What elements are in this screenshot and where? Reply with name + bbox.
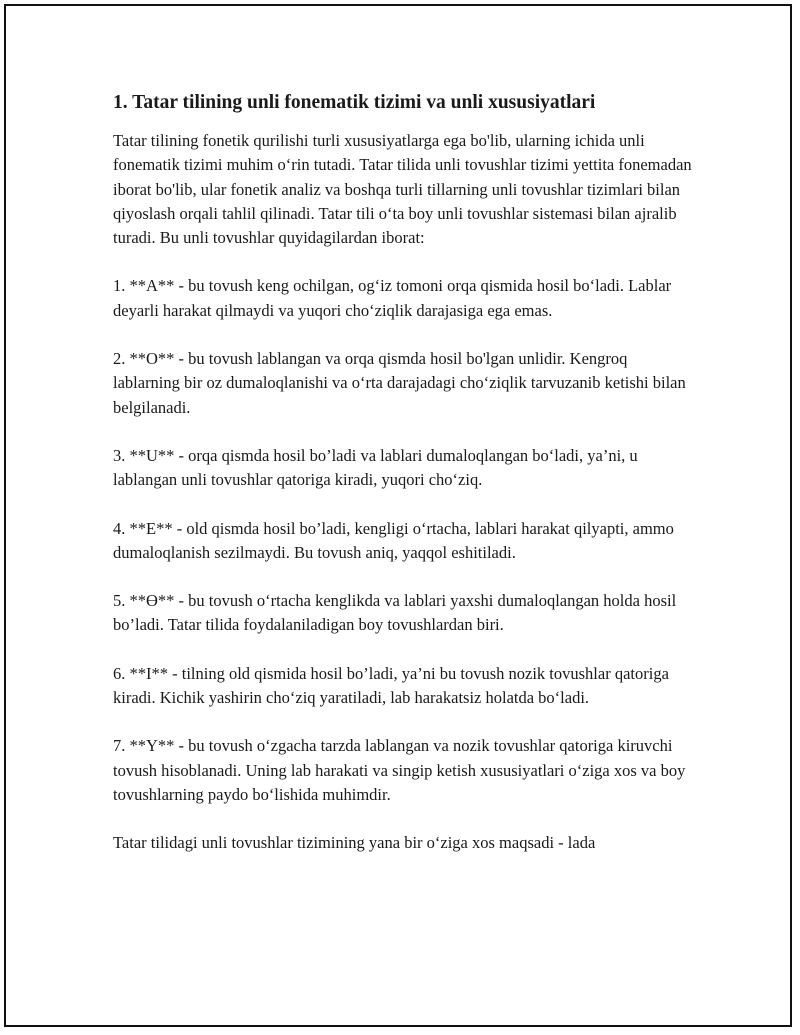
vowel-oe-paragraph: 5. **Ө** - bu tovush o‘rtacha kenglikda va lablari yaxshi dumaloqlangan holda hosil bo’ladi. Tatar tilida foydalaniladigan boy tovushlardan biri.	[113, 591, 677, 635]
vowel-o-paragraph: 2. **O** - bu tovush lablangan va orqa qismda hosil bo'lgan unlidir. Kengroq lablarning bir oz dumaloqlanishi va o‘rta darajadagi cho‘ziqlik tarvuzanib ketishi bilan belgilanadi.	[113, 349, 686, 417]
document-title: 1. Tatar tilining unli fonematik tizimi va unli xususiyatlari	[113, 92, 596, 113]
vowel-e-paragraph: 4. **E** - old qismda hosil bo’ladi, kengligi o‘rtacha, lablari harakat qilyapti, ammo dumaloqlanish sezilmaydi. Bu tovush aniq, yaqqol eshitiladi.	[113, 518, 674, 562]
intro-paragraph: Tatar tilining fonetik qurilishi turli xususiyatlarga ega bo'lib, ularning ichida unli fonematik tizimi muhim o‘rin tutadi. Tatar tilida unli tovushlar tizimi yettita fonemadan iborat bo'lib, ular fonetik analiz va boshqa turli tillarning unli tovushlar tizimlari bilan qiyoslash orqali tahlil qilinadi. Tatar tili o‘ta boy unli tovushlar sistemasi bilan ajralib turadi. Bu unli tovushlar quyidagilardan iborat:	[113, 131, 692, 248]
closing-paragraph: Tatar tilidagi unli tovushlar tizimining yana bir o‘ziga xos maqsadi - lada	[113, 833, 596, 853]
vowel-a-paragraph: 1. **A** - bu tovush keng ochilgan, og‘iz tomoni orqa qismida hosil bo‘ladi. Lablar deyarli harakat qilmaydi va yuqori cho‘ziqlik darajasiga ega emas.	[113, 276, 672, 320]
document-body	[113, 91, 693, 880]
vowel-i-paragraph: 6. **I** - tilning old qismida hosil bo’ladi, ya’ni bu tovush nozik tovushlar qatoriga kiradi. Kichik yashirin cho‘ziq yaratiladi, lab harakatsiz holatda bo‘ladi.	[113, 663, 669, 708]
vowel-y-paragraph: 7. **Y** - bu tovush o‘zgacha tarzda lablangan va nozik tovushlar qatoriga kiruvchi tovush hisoblanadi. Uning lab harakati va singip ketish xususiyatlari o‘ziga xos va boy tovushlarning paydo bo‘lishida muhimdir.	[113, 736, 686, 804]
vowel-u-paragraph: 3. **U** - orqa qismda hosil bo’ladi va lablari dumaloqlangan bo‘ladi, ya’ni, u lablangan unli tovushlar qatoriga kiradi, yuqori cho‘ziq.	[113, 445, 638, 490]
